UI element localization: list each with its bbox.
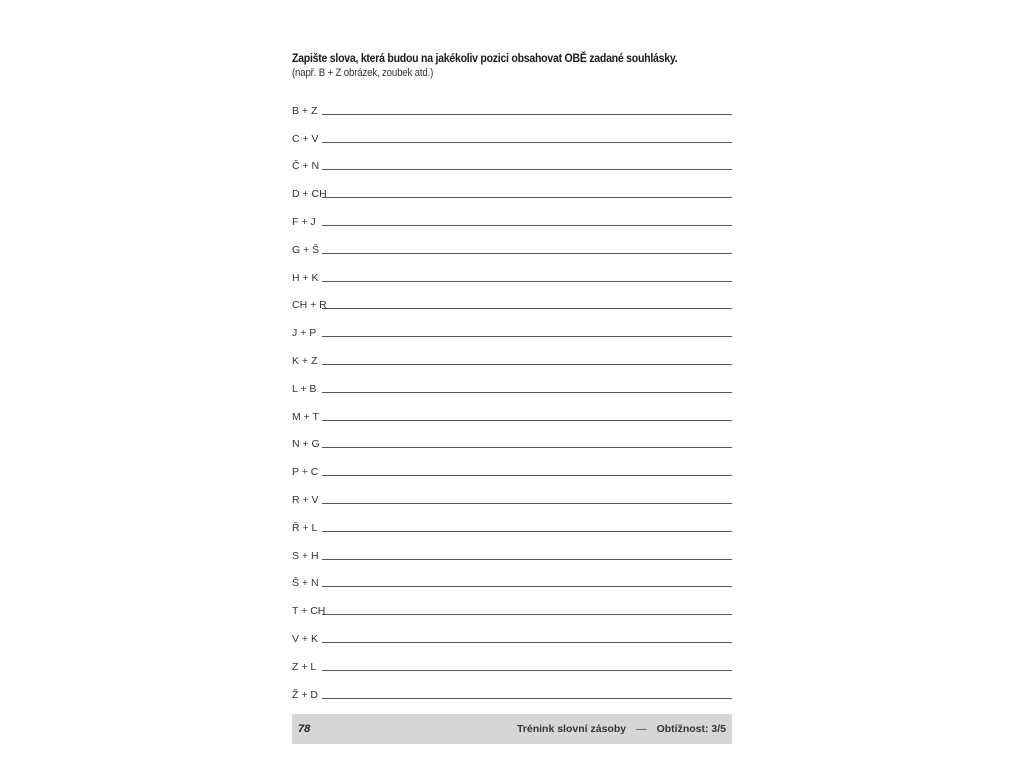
answer-row bbox=[292, 263, 732, 291]
consonant-pair-label: S + H bbox=[292, 549, 319, 562]
footer-info bbox=[517, 723, 726, 735]
answer-row bbox=[292, 680, 732, 708]
consonant-pair-label: T + CH bbox=[292, 605, 326, 618]
answer-line[interactable] bbox=[322, 698, 732, 699]
answer-row bbox=[292, 179, 732, 207]
answer-row bbox=[292, 374, 732, 402]
footer-separator: — bbox=[636, 723, 647, 735]
answer-row bbox=[292, 235, 732, 263]
instruction-title: Zapište slova, která budou na jakékoliv pozici obsahovat OBĚ zadané souhlásky. bbox=[292, 51, 678, 65]
answer-row bbox=[292, 596, 732, 624]
consonant-pair-label: G + Š bbox=[292, 243, 320, 256]
answer-line[interactable] bbox=[322, 475, 732, 476]
page-number: 78 bbox=[298, 723, 311, 735]
consonant-pair-label: N + G bbox=[292, 438, 320, 451]
answer-row bbox=[292, 652, 732, 680]
consonant-pair-label: R + V bbox=[292, 493, 319, 506]
consonant-pair-label: H + K bbox=[292, 271, 319, 284]
answer-row bbox=[292, 569, 732, 597]
answer-row bbox=[292, 402, 732, 430]
answer-line[interactable] bbox=[322, 559, 732, 560]
consonant-pair-label: Ř + L bbox=[292, 521, 318, 534]
difficulty-label: Obtížnost: 3/5 bbox=[656, 723, 726, 735]
answer-line[interactable] bbox=[322, 447, 732, 448]
answer-row bbox=[292, 96, 732, 124]
consonant-pair-label: M + T bbox=[292, 410, 319, 423]
answer-line[interactable] bbox=[322, 531, 732, 532]
answer-row bbox=[292, 541, 732, 569]
answer-line[interactable] bbox=[322, 114, 732, 115]
answer-line[interactable] bbox=[322, 420, 732, 421]
answer-row bbox=[292, 485, 732, 513]
instruction-example: (např. B + Z obrázek, zoubek atd.) bbox=[292, 67, 434, 79]
answer-line[interactable] bbox=[322, 336, 732, 337]
consonant-pair-label: CH + R bbox=[292, 299, 327, 312]
consonant-pair-label: Ž + D bbox=[292, 688, 318, 701]
consonant-pair-label: K + Z bbox=[292, 354, 318, 367]
consonant-pair-label: F + J bbox=[292, 215, 316, 228]
consonant-pair-label: L + B bbox=[292, 382, 317, 395]
consonant-pair-label: Č + N bbox=[292, 160, 320, 173]
answer-line[interactable] bbox=[322, 364, 732, 365]
answer-line[interactable] bbox=[322, 308, 732, 309]
answer-row bbox=[292, 513, 732, 541]
answer-line[interactable] bbox=[322, 586, 732, 587]
page-footer bbox=[292, 714, 732, 744]
answer-line[interactable] bbox=[322, 253, 732, 254]
answer-row bbox=[292, 624, 732, 652]
answer-line[interactable] bbox=[322, 670, 732, 671]
answer-line[interactable] bbox=[322, 392, 732, 393]
answer-line[interactable] bbox=[322, 642, 732, 643]
consonant-pair-label: Z + L bbox=[292, 660, 317, 673]
answer-line[interactable] bbox=[322, 503, 732, 504]
answer-line[interactable] bbox=[322, 197, 732, 198]
consonant-pair-label: J + P bbox=[292, 327, 317, 340]
consonant-pair-label: V + K bbox=[292, 632, 318, 645]
instruction-block bbox=[292, 50, 742, 81]
answer-row bbox=[292, 346, 732, 374]
answer-row bbox=[292, 124, 732, 152]
answer-line[interactable] bbox=[322, 614, 732, 615]
answer-row bbox=[292, 430, 732, 458]
answer-line[interactable] bbox=[322, 225, 732, 226]
consonant-pair-label: Š + N bbox=[292, 577, 319, 590]
answer-row bbox=[292, 318, 732, 346]
consonant-pair-label: B + Z bbox=[292, 104, 318, 117]
consonant-pair-label: C + V bbox=[292, 132, 319, 145]
consonant-pair-label: D + CH bbox=[292, 188, 327, 201]
answer-line[interactable] bbox=[322, 169, 732, 170]
answer-row bbox=[292, 207, 732, 235]
answer-row bbox=[292, 291, 732, 319]
answer-line[interactable] bbox=[322, 142, 732, 143]
answer-row bbox=[292, 457, 732, 485]
consonant-pair-label: P + C bbox=[292, 466, 319, 479]
answer-line[interactable] bbox=[322, 281, 732, 282]
answer-row bbox=[292, 152, 732, 180]
book-title: Trénink slovní zásoby bbox=[516, 723, 627, 735]
answer-rows bbox=[292, 96, 732, 708]
